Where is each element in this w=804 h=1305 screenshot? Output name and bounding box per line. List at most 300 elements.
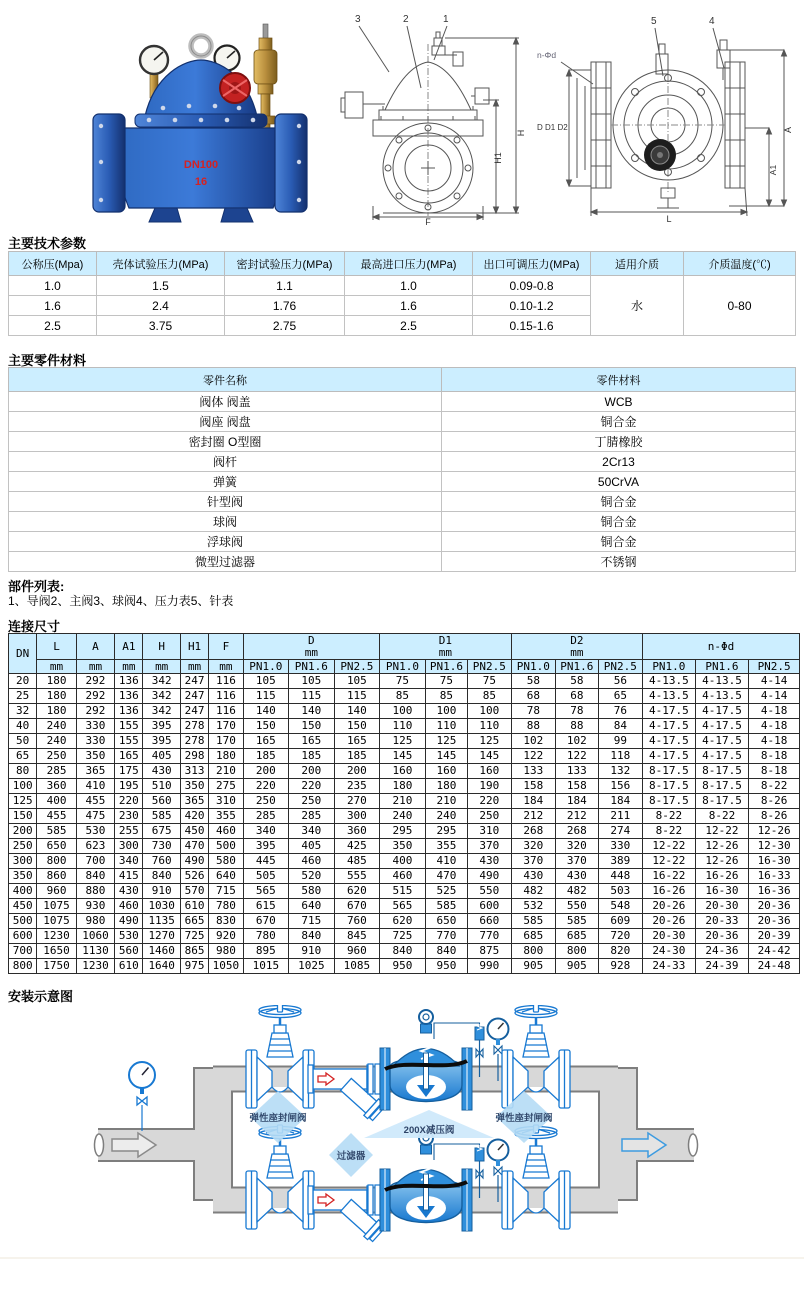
table-cell: 24-48 — [749, 959, 800, 974]
table-cell: 175 — [115, 764, 143, 779]
table-cell: 200 — [243, 764, 289, 779]
table-cell: 2Cr13 — [442, 452, 796, 472]
table-cell: 820 — [598, 944, 643, 959]
table-cell: 840 — [143, 869, 180, 884]
table-cell: 180 — [380, 779, 426, 794]
product-photo — [85, 16, 315, 231]
unit-header: mm — [76, 660, 114, 674]
table-cell: 425 — [334, 839, 380, 854]
table-cell: 133 — [556, 764, 598, 779]
table-cell: 1.5 — [97, 276, 225, 296]
table-cell: 585 — [556, 914, 598, 929]
unit-header: mm — [209, 660, 243, 674]
table-cell: 8-22 — [643, 809, 696, 824]
table-cell: 4-17.5 — [695, 704, 749, 719]
table-cell: 920 — [209, 929, 243, 944]
label-n-phi-d: n-Φd — [537, 50, 557, 60]
installation-diagram — [0, 1005, 804, 1305]
table-cell: 660 — [468, 914, 511, 929]
table-row — [9, 392, 796, 412]
table-row — [9, 929, 800, 944]
table-cell: 180 — [37, 704, 76, 719]
table-cell: 355 — [209, 809, 243, 824]
table-cell: 125 — [468, 734, 511, 749]
table-cell: 165 — [243, 734, 289, 749]
table-cell: 125 — [425, 734, 467, 749]
table-cell: 115 — [289, 689, 335, 704]
table-cell: 342 — [143, 674, 180, 689]
label-gate-valve-right: 弹性座封闸阀 — [495, 1113, 553, 1124]
medium-cell: 水 — [591, 276, 684, 336]
materials-section-title: 主要零件材料 — [8, 353, 87, 368]
table-cell: 99 — [598, 734, 643, 749]
table-cell: 1130 — [76, 944, 114, 959]
table-cell: 585 — [425, 899, 467, 914]
table-cell: 24-30 — [643, 944, 696, 959]
table-cell: 105 — [243, 674, 289, 689]
table-cell: 24-33 — [643, 959, 696, 974]
table-cell: 250 — [468, 809, 511, 824]
label-strainer: 过滤器 — [336, 1151, 366, 1162]
table-cell: 85 — [468, 689, 511, 704]
column-header: 壳体试验压力(MPa) — [97, 252, 225, 276]
table-cell: 240 — [425, 809, 467, 824]
table-cell: 1030 — [143, 899, 180, 914]
table-row — [9, 899, 800, 914]
table-cell: 550 — [556, 899, 598, 914]
table-cell: 585 — [143, 809, 180, 824]
table-cell: 320 — [511, 839, 556, 854]
table-cell: 76 — [598, 704, 643, 719]
table-cell: 330 — [76, 719, 114, 734]
table-cell: 1135 — [143, 914, 180, 929]
table-cell: 960 — [37, 884, 76, 899]
table-cell: 185 — [289, 749, 335, 764]
table-cell: 铜合金 — [442, 532, 796, 552]
table-cell: 160 — [380, 764, 426, 779]
table-row — [9, 914, 800, 929]
table-cell: 450 — [180, 824, 208, 839]
table-cell: 274 — [598, 824, 643, 839]
pn-header: PN1.6 — [425, 660, 467, 674]
table-cell: 4-17.5 — [643, 704, 696, 719]
table-cell: 160 — [425, 764, 467, 779]
table-cell: 116 — [209, 674, 243, 689]
table-cell: 102 — [556, 734, 598, 749]
table-cell: 4-13.5 — [643, 674, 696, 689]
table-row — [9, 689, 800, 704]
table-cell: 145 — [380, 749, 426, 764]
table-cell: 8-17.5 — [695, 794, 749, 809]
table-cell: 340 — [115, 854, 143, 869]
table-cell: 88 — [511, 719, 556, 734]
table-cell: 75 — [380, 674, 426, 689]
table-cell: 220 — [243, 779, 289, 794]
table-cell: 180 — [425, 779, 467, 794]
table-cell: 8-17.5 — [695, 764, 749, 779]
table-cell: 8-22 — [643, 824, 696, 839]
table-cell: 20-26 — [643, 914, 696, 929]
table-cell: 8-18 — [749, 764, 800, 779]
side-view-icon — [533, 10, 803, 225]
table-cell: 490 — [115, 914, 143, 929]
table-cell: 56 — [598, 674, 643, 689]
table-cell: 125 — [380, 734, 426, 749]
installation-diagram-icon — [0, 1005, 804, 1300]
table-cell: 460 — [115, 899, 143, 914]
table-cell: 220 — [289, 779, 335, 794]
table-cell: 212 — [556, 809, 598, 824]
table-cell: 210 — [425, 794, 467, 809]
table-cell: 75 — [425, 674, 467, 689]
table-cell: 275 — [209, 779, 243, 794]
inlet-flange — [93, 114, 125, 212]
table-cell: 185 — [243, 749, 289, 764]
table-cell: 800 — [511, 944, 556, 959]
table-cell: 980 — [209, 944, 243, 959]
table-cell: 430 — [143, 764, 180, 779]
table-cell: 1.1 — [225, 276, 345, 296]
table-cell: 370 — [511, 854, 556, 869]
table-cell: 16-26 — [695, 869, 749, 884]
table-row — [9, 719, 800, 734]
pn-header: PN1.0 — [243, 660, 289, 674]
table-cell: 165 — [115, 749, 143, 764]
table-cell: 620 — [334, 884, 380, 899]
valve-feet — [149, 208, 253, 222]
table-cell: 100 — [380, 704, 426, 719]
table-cell: 16-22 — [643, 869, 696, 884]
table-cell: 725 — [380, 929, 426, 944]
callout-1: 1 — [443, 14, 449, 25]
prv-top — [380, 1010, 509, 1110]
table-cell: 68 — [511, 689, 556, 704]
table-cell: 505 — [243, 869, 289, 884]
table-cell: 715 — [209, 884, 243, 899]
dim-a1-label: A1 — [768, 164, 778, 176]
table-cell: 12-26 — [695, 854, 749, 869]
table-cell: 16-30 — [695, 884, 749, 899]
table-cell: 235 — [334, 779, 380, 794]
label-prv: 200X减压阀 — [403, 1125, 455, 1136]
table-cell: 360 — [334, 824, 380, 839]
table-cell: 830 — [209, 914, 243, 929]
table-cell: 875 — [468, 944, 511, 959]
table-cell: 1270 — [143, 929, 180, 944]
table-cell: 460 — [380, 869, 426, 884]
table-cell: 292 — [76, 674, 114, 689]
table-cell: 195 — [115, 779, 143, 794]
front-view-drawing — [333, 8, 531, 231]
prv-bottom — [380, 1131, 509, 1231]
table-cell: 389 — [598, 854, 643, 869]
table-row — [9, 959, 800, 974]
table-cell: 160 — [468, 764, 511, 779]
table-cell: 24-36 — [695, 944, 749, 959]
table-cell: 410 — [76, 779, 114, 794]
dims-header-row-1 — [9, 634, 800, 660]
table-cell: 292 — [76, 704, 114, 719]
table-cell: 609 — [598, 914, 643, 929]
table-row — [9, 674, 800, 689]
pn-header: PN1.0 — [643, 660, 696, 674]
table-row — [9, 452, 796, 472]
dims-table — [8, 633, 800, 974]
params-header-row — [9, 252, 796, 276]
dim-f-label: F — [425, 217, 431, 226]
table-cell: 340 — [243, 824, 289, 839]
table-cell: 微型过滤器 — [9, 552, 442, 572]
parts-list-title: 部件列表: — [8, 579, 65, 594]
table-cell: 530 — [76, 824, 114, 839]
table-cell: 526 — [180, 869, 208, 884]
table-cell: 905 — [511, 959, 556, 974]
table-cell: 298 — [180, 749, 208, 764]
table-cell: 12-22 — [643, 839, 696, 854]
pilot-valve-icon — [644, 139, 676, 171]
table-cell: 430 — [115, 884, 143, 899]
table-cell: 150 — [9, 809, 37, 824]
table-cell: 510 — [143, 779, 180, 794]
table-cell: 930 — [76, 899, 114, 914]
table-cell: 725 — [180, 929, 208, 944]
table-cell: 610 — [115, 959, 143, 974]
table-cell: 623 — [76, 839, 114, 854]
table-cell: 1640 — [143, 959, 180, 974]
gate-valve-bottom-right — [502, 1125, 570, 1229]
table-cell: 浮球阀 — [9, 532, 442, 552]
table-cell: 247 — [180, 689, 208, 704]
table-cell: 460 — [209, 824, 243, 839]
table-row — [9, 432, 796, 452]
table-cell: 840 — [289, 929, 335, 944]
table-row — [9, 809, 800, 824]
table-cell: 400 — [380, 854, 426, 869]
table-cell: 3.75 — [97, 316, 225, 336]
table-cell: 840 — [380, 944, 426, 959]
table-cell: 170 — [209, 734, 243, 749]
column-header: 密封试验压力(MPa) — [225, 252, 345, 276]
table-cell: 4-14 — [749, 689, 800, 704]
table-cell: 110 — [425, 719, 467, 734]
table-cell: 350 — [76, 749, 114, 764]
table-cell: 20-30 — [695, 899, 749, 914]
table-cell: 950 — [425, 959, 467, 974]
table-cell: 600 — [9, 929, 37, 944]
table-cell: 365 — [76, 764, 114, 779]
install-section-title: 安装示意图 — [8, 989, 74, 1004]
table-cell: 470 — [180, 839, 208, 854]
table-cell: 105 — [334, 674, 380, 689]
table-cell: 110 — [380, 719, 426, 734]
table-cell: 300 — [334, 809, 380, 824]
table-cell: 密封圈 O型圈 — [9, 432, 442, 452]
table-cell: 990 — [468, 959, 511, 974]
table-cell: 78 — [511, 704, 556, 719]
table-cell: 975 — [180, 959, 208, 974]
table-cell: 16-30 — [749, 854, 800, 869]
table-cell: 310 — [209, 794, 243, 809]
table-cell: 300 — [115, 839, 143, 854]
table-cell: 405 — [289, 839, 335, 854]
unit-header: mm — [37, 660, 76, 674]
table-cell: 140 — [334, 704, 380, 719]
table-cell: 247 — [180, 674, 208, 689]
table-cell: 184 — [556, 794, 598, 809]
table-cell: 158 — [511, 779, 556, 794]
table-cell: 140 — [289, 704, 335, 719]
table-cell: 100 — [468, 704, 511, 719]
table-cell: 330 — [598, 839, 643, 854]
dim-l-label: L — [666, 214, 672, 224]
table-cell: 285 — [37, 764, 76, 779]
table-cell: 20-30 — [643, 929, 696, 944]
table-cell: 88 — [556, 719, 598, 734]
table-cell: 350 — [9, 869, 37, 884]
table-cell: 460 — [289, 854, 335, 869]
column-header: 零件材料 — [442, 368, 796, 392]
column-header: 公称压(Mpa) — [9, 252, 97, 276]
table-cell: 800 — [556, 944, 598, 959]
pn-header: PN1.0 — [380, 660, 426, 674]
table-cell: 500 — [9, 914, 37, 929]
table-cell: 350 — [180, 779, 208, 794]
table-cell: 482 — [511, 884, 556, 899]
table-cell: 156 — [598, 779, 643, 794]
table-cell: 365 — [180, 794, 208, 809]
group-header-d1: D1 mm — [380, 634, 511, 660]
table-cell: 270 — [334, 794, 380, 809]
table-cell: 4-18 — [749, 734, 800, 749]
table-cell: 12-22 — [695, 824, 749, 839]
table-cell: 1.6 — [345, 296, 473, 316]
table-cell: 250 — [37, 749, 76, 764]
table-cell: 184 — [598, 794, 643, 809]
table-cell: 145 — [425, 749, 467, 764]
table-cell: 565 — [380, 899, 426, 914]
dim-h1-label: H1 — [493, 152, 503, 164]
table-cell: 550 — [468, 884, 511, 899]
table-cell: 158 — [556, 779, 598, 794]
table-cell: 400 — [9, 884, 37, 899]
table-cell: 12-22 — [643, 854, 696, 869]
table-cell: 560 — [115, 944, 143, 959]
table-cell: 68 — [556, 689, 598, 704]
table-cell: 20-26 — [643, 899, 696, 914]
table-cell: 25 — [9, 689, 37, 704]
table-cell: 32 — [9, 704, 37, 719]
table-cell: 4-18 — [749, 719, 800, 734]
table-cell: 4-17.5 — [695, 719, 749, 734]
table-cell: 125 — [9, 794, 37, 809]
table-cell: 4-13.5 — [695, 674, 749, 689]
table-cell: 1.0 — [9, 276, 97, 296]
table-cell: 阀座 阀盘 — [9, 412, 442, 432]
dim-a-label: A — [783, 126, 793, 134]
table-cell: 115 — [243, 689, 289, 704]
dim-h-label: H — [516, 129, 526, 137]
table-cell: 210 — [209, 764, 243, 779]
table-cell: 430 — [556, 869, 598, 884]
table-cell: 960 — [334, 944, 380, 959]
table-cell: 905 — [556, 959, 598, 974]
table-cell: 470 — [425, 869, 467, 884]
side-view-drawing — [533, 10, 803, 230]
pn-header: PN2.5 — [749, 660, 800, 674]
table-cell: 730 — [143, 839, 180, 854]
table-cell: 球阀 — [9, 512, 442, 532]
table-row — [9, 764, 800, 779]
table-cell: 395 — [143, 719, 180, 734]
table-cell: 278 — [180, 719, 208, 734]
column-header: L — [37, 634, 76, 660]
callout-5: 5 — [651, 16, 657, 27]
table-cell: 136 — [115, 689, 143, 704]
valve-model-text: DN100 — [183, 159, 219, 171]
params-section-title: 主要技术参数 — [8, 236, 87, 251]
table-cell: 132 — [598, 764, 643, 779]
table-cell: 24-42 — [749, 944, 800, 959]
table-cell: 313 — [180, 764, 208, 779]
table-cell: 4-14 — [749, 674, 800, 689]
table-cell: 0.09-0.8 — [473, 276, 591, 296]
table-cell: 278 — [180, 734, 208, 749]
table-cell: 490 — [468, 869, 511, 884]
table-cell: 210 — [380, 794, 426, 809]
table-cell: 455 — [76, 794, 114, 809]
gate-valve-top-right — [502, 1005, 570, 1108]
table-cell: 285 — [243, 809, 289, 824]
column-header: A — [76, 634, 114, 660]
table-cell: 640 — [289, 899, 335, 914]
table-cell: 116 — [209, 704, 243, 719]
table-cell: 525 — [425, 884, 467, 899]
table-cell: 1060 — [76, 929, 114, 944]
table-cell: 485 — [334, 854, 380, 869]
table-cell: 133 — [511, 764, 556, 779]
table-cell: 570 — [180, 884, 208, 899]
valve-photo-icon — [85, 16, 315, 226]
inlet-gauge — [129, 1062, 155, 1131]
pipe-opening — [689, 1134, 698, 1156]
table-cell: 250 — [243, 794, 289, 809]
table-cell: 670 — [243, 914, 289, 929]
callout-3: 3 — [355, 14, 361, 25]
table-row — [9, 839, 800, 854]
group-header-d2: D2 mm — [511, 634, 642, 660]
table-cell: 65 — [9, 749, 37, 764]
table-row — [9, 824, 800, 839]
table-cell: 4-13.5 — [643, 689, 696, 704]
table-row — [9, 734, 800, 749]
table-row — [9, 704, 800, 719]
table-cell: 8-26 — [749, 794, 800, 809]
column-header-dn: DN — [9, 634, 37, 674]
table-cell: 122 — [556, 749, 598, 764]
table-cell: 1.6 — [9, 296, 97, 316]
column-header: H1 — [180, 634, 208, 660]
table-cell: 20-33 — [695, 914, 749, 929]
group-header-d: D mm — [243, 634, 380, 660]
table-row — [9, 944, 800, 959]
pn-header: PN1.6 — [289, 660, 335, 674]
table-cell: 415 — [115, 869, 143, 884]
table-cell: 445 — [243, 854, 289, 869]
label-gate-valve-left: 弹性座封闸阀 — [249, 1113, 307, 1124]
table-cell: 455 — [37, 809, 76, 824]
table-cell: 8-18 — [749, 749, 800, 764]
table-cell: 355 — [425, 839, 467, 854]
